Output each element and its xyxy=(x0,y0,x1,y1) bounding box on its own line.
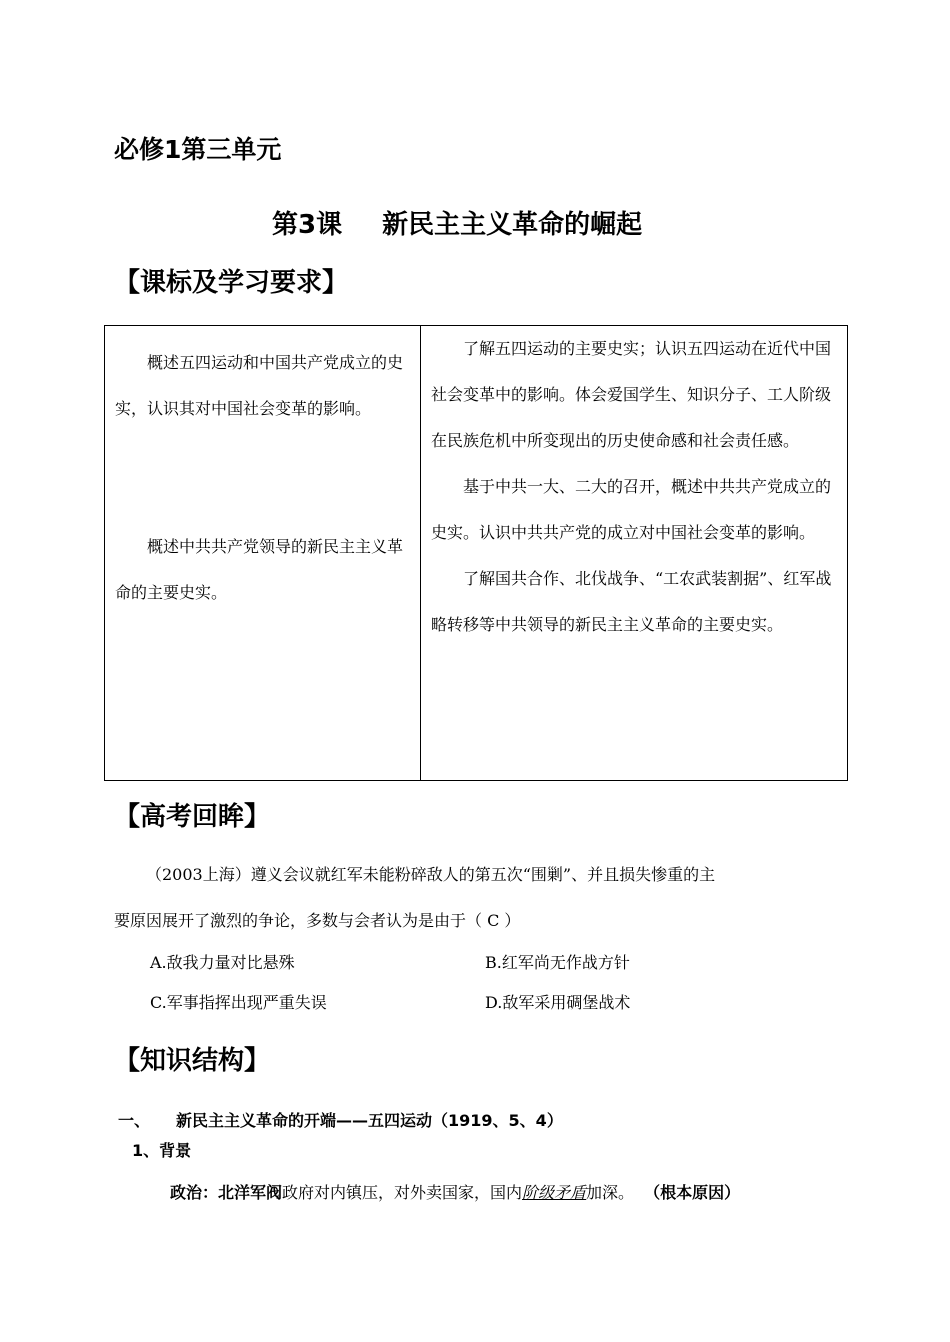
question-line-2: 要原因展开了激烈的争论，多数与会者认为是由于（ C ） xyxy=(114,911,521,930)
standard-left-2: 概述中共共产党领导的新民主主义革命的主要史实。 xyxy=(115,537,404,602)
option-a: A.敌我力量对比悬殊 xyxy=(150,953,295,972)
option-d: D.敌军采用碉堡战术 xyxy=(485,993,631,1012)
lesson-name: 新民主主义革命的崛起 xyxy=(382,210,643,240)
lesson-number: 第3课 xyxy=(272,210,343,240)
standard-left-1: 概述五四运动和中国共产党成立的史实，认识其对中国社会变革的影响。 xyxy=(115,353,404,418)
standard-right-2: 基于中共一大、二大的召开，概述中共共产党成立的史实。认识中共共产党的成立对中国社会变革的影响。 xyxy=(431,477,832,542)
politics-underlined: 阶级矛盾 xyxy=(522,1183,587,1202)
politics-note: （根本原因） xyxy=(652,1183,741,1202)
section-standards-heading: 【课标及学习要求】 xyxy=(114,268,349,298)
politics-label: 政治：北洋军阀 xyxy=(170,1183,283,1202)
lesson-title xyxy=(272,204,642,241)
question-line-1: （2003上海）遵义会议就红军未能粉碎敌人的第五次“围剿”、并且损失惨重的主 xyxy=(146,865,716,884)
unit-title: 必修1第三单元 xyxy=(114,135,282,164)
politics-text-1: 政府对内镇压，对外卖国家，国内 xyxy=(282,1183,523,1202)
section-review-heading: 【高考回眸】 xyxy=(114,802,271,832)
standards-left-cell xyxy=(105,326,421,781)
knowledge-politics-line xyxy=(170,1180,740,1203)
knowledge-sub-1: 1、背景 xyxy=(132,1141,192,1160)
knowledge-item-1 xyxy=(118,1108,563,1131)
standard-right-1: 了解五四运动的主要史实；认识五四运动在近代中国社会变革中的影响。体会爱国学生、知识分子、工人阶级在民族危机中所变现出的历史使命感和社会责任感。 xyxy=(431,339,832,450)
option-c: C.军事指挥出现严重失误 xyxy=(150,993,327,1012)
standards-table xyxy=(104,325,848,781)
option-b: B.红军尚无作战方针 xyxy=(485,953,630,972)
standard-right-3: 了解国共合作、北伐战争、“工农武装割据”、红军战略转移等中共领导的新民主主义革命的主要史实。 xyxy=(431,569,832,634)
politics-text-2: 加深。 xyxy=(586,1183,635,1202)
knowledge-item-1-text: 新民主主义革命的开端——五四运动（1919、5、4） xyxy=(176,1111,563,1130)
standards-right-cell xyxy=(421,326,848,781)
knowledge-item-1-number: 一、 xyxy=(118,1111,151,1130)
section-knowledge-heading: 【知识结构】 xyxy=(114,1046,271,1076)
